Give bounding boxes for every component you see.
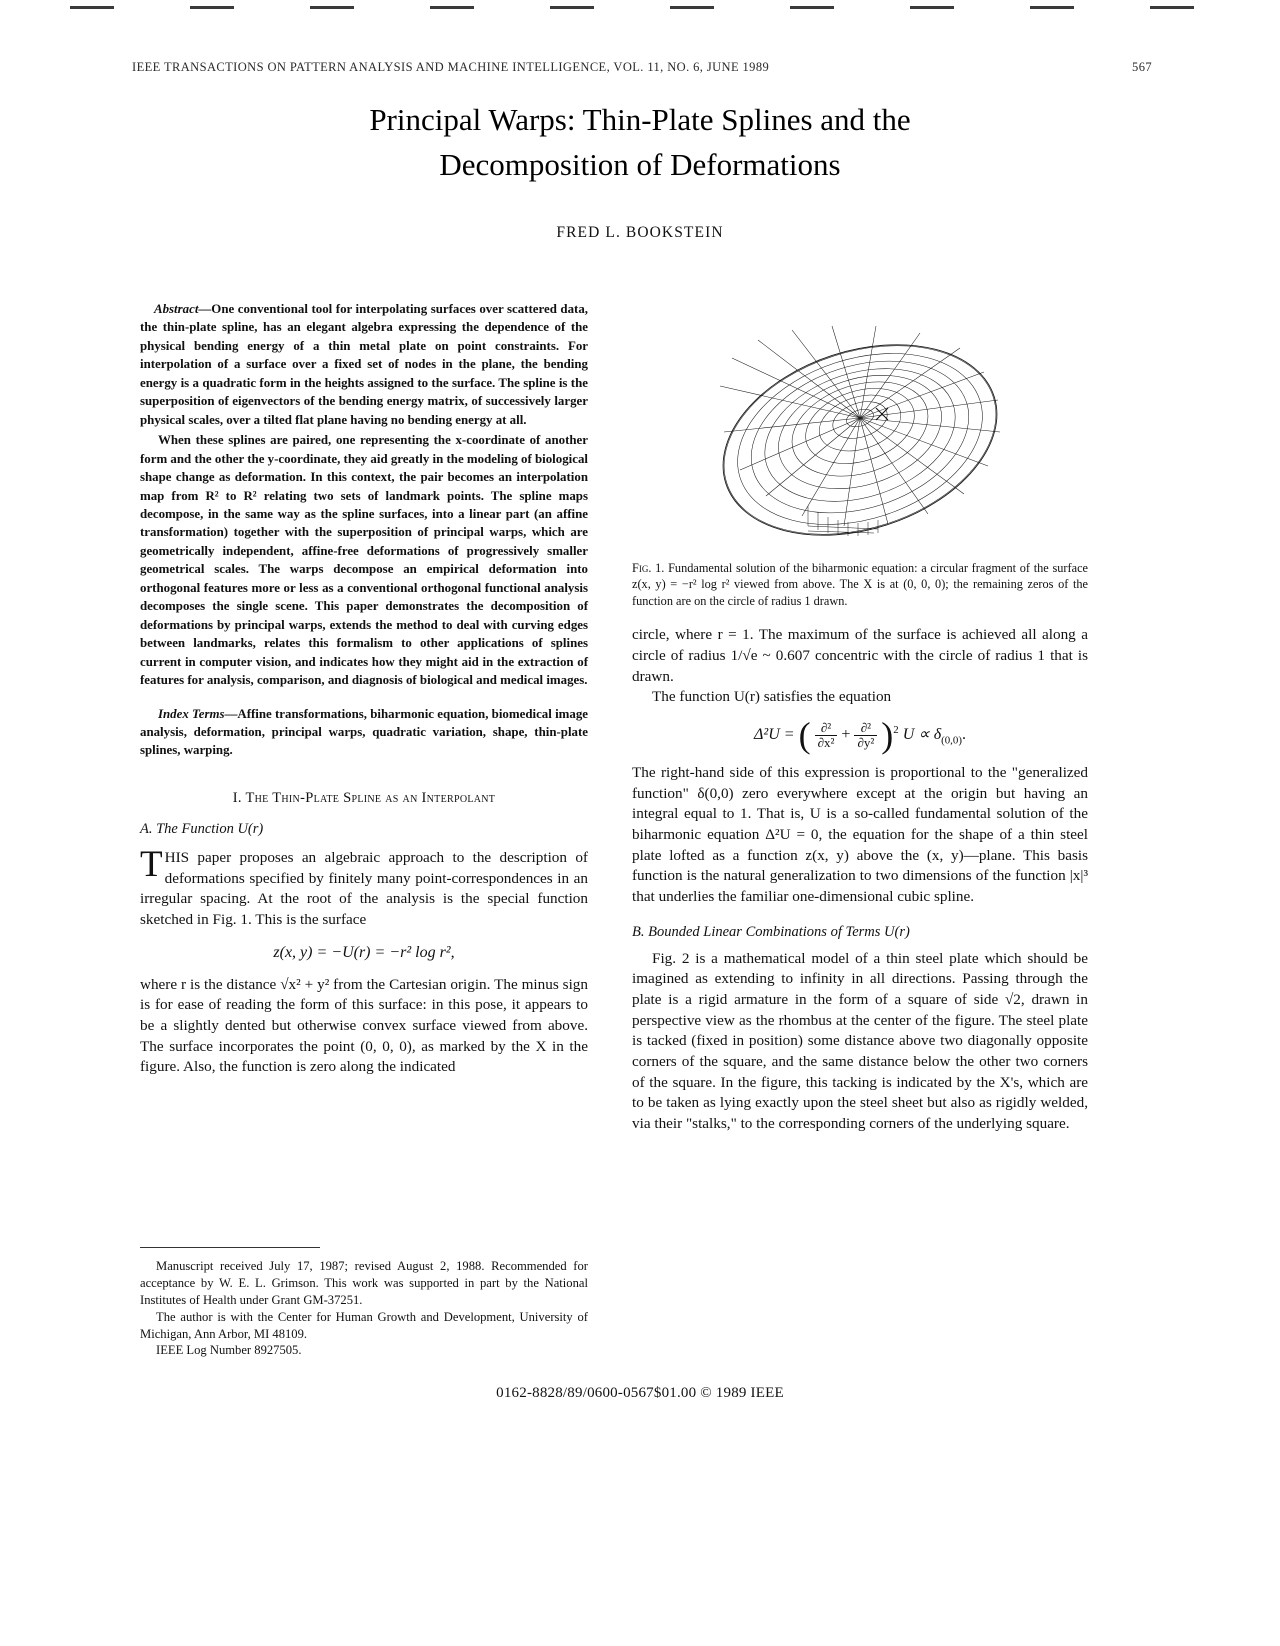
figure-1-caption [632,560,1088,609]
abstract-label: Abstract [154,302,199,316]
figure-1-image [632,300,1088,550]
equation-2-rhs: U ∝ δ [902,726,942,744]
equation-2-right-paren: ) [881,715,894,756]
figure-1-label: Fig. 1. [632,561,665,575]
footnote-3: IEEE Log Number 8927505. [156,1343,302,1358]
section1-paragraph-2: where r is the distance √x² + y² from the Cartesian origin. The minus sign is for ease of reading the form of this surface: in this pose, it appears to be a slightly dented but otherwise convex surface viewed from above. The surface incorporates the point (0, 0, 0), as marked by the X in the figure. Also, the function is zero along the indicated [140,975,588,1076]
right-paragraph-1: circle, where r = 1. The maximum of the surface is achieved all along a circle of radius 1/√e ~ 0.607 concentric with the circle of radius 1 that is drawn. [632,626,1088,685]
section1-paragraph-2-wrap [140,975,588,1078]
right-paragraph-2: The function U(r) satisfies the equation [652,688,892,706]
biharmonic-surface-plot [632,300,1088,550]
equation-2-plus: + [841,726,851,744]
footnotes-block [140,1258,588,1359]
right-paragraph-4: Fig. 2 is a mathematical model of a thin steel plate which should be imagined as extending to infinity in all directions. Passing through the plate is a rigid armature in the form of a square of side √2, drawn in perspective view as the rhombus at the center of the figure. The steel plate is tacked (fixed in position) some distance above two diagonally opposite corners of the square, and the same distance below the other two corners of the square. In the figure, this tacking is indicated by the X's, which are to be taken as lying exactly upon the steel sheet but also as rigidly welded, via their "stalks," to the corresponding corners of the underlying square. [632,949,1088,1132]
author-name: FRED L. BOOKSTEIN [556,224,724,241]
right-paragraph-3: The right-hand side of this expression is proportional to the "generalized function" δ(0,0) zero everywhere except at the origin but having an integral equal to 1. That is, U is a so-called fundamental solution of the biharmonic equation Δ²U = 0, the equation for the shape of a thin steel plate lofted as a function z(x, y) above the (x, y)—plane. This basis function is the natural generalization to two dimensions of the function |x|³ that underlies the familiar one-dimensional cubic spline. [632,763,1088,905]
footnote-2: The author is with the Center for Human Growth and Development, University of Michigan, Ann Arbor, MI 48109. [140,1309,588,1341]
equation-2-period: . [961,726,966,744]
equation-1 [140,944,588,962]
right-column [632,300,1088,1135]
footnote-1: Manuscript received July 17, 1987; revised August 2, 1988. Recommended for acceptance by W. E. L. Grimson. This work was supported in part by the National Institutes of Health under Grant GM-37251. [140,1259,588,1307]
equation-2-lhs: Δ²U = [754,726,795,744]
copyright-line: 0162-8828/89/0600-0567$01.00 © 1989 IEEE [496,1385,784,1401]
section1-paragraph-1 [140,843,588,931]
right-paragraph-3-wrap [632,763,1088,908]
section-heading-1: I. The Thin-Plate Spline as an Interpolant [232,789,496,806]
index-terms-block [140,705,588,760]
equation-2-num-1: ∂² [820,720,832,736]
abstract-paragraph-1 [140,300,588,429]
equation-2 [632,715,1088,756]
equation-2-den-2: ∂y² [854,735,877,750]
abstract-paragraph-2: When these splines are paired, one representing the x-coordinate of another form and the other the y-coordinate, they aid greatly in the modeling of biological shape change as deformation. In this context, the pair becomes an interpolation map from R² to R² relating two sets of landmark points. The spline maps decompose, in the same way as the spline surfaces, into a linear part (an affine transformation) together with the superposition of principal warps, which are geometrically independent, affine-free deformations of progressively smaller geometrical scales. The warps decompose an empirical deformation into orthogonal features more or less as a conventional orthogonal functional analysis decomposes the single scene. This paper demonstrates the decomposition of deformations by principal warps, extends the method to deal with curving edges between landmarks, relates this formalism to other applications of splines current in computer vision, and indicates how they might aid in the extraction of features for analysis, comparison, and diagnosis of biological and medical images. [140,433,588,688]
page-number: 567 [1132,60,1152,74]
equation-2-left-paren: ( [798,715,811,756]
equation-2-den-1: ∂x² [815,735,838,750]
title-line-1: Principal Warps: Thin-Plate Splines and the [369,102,911,137]
left-column [140,300,588,1078]
equation-2-exponent: 2 [893,723,899,736]
index-terms-label: Index Terms [158,706,225,721]
figure-1-caption-text: Fundamental solution of the biharmonic equation: a circular fragment of the surface z(x, y) = −r² log r² viewed from above. The X is at (0, 0, 0); the remaining zeros of the function are on the circle of radius 1 drawn. [632,561,1088,608]
right-paragraph-4-wrap [632,949,1088,1135]
right-paragraph-1-wrap [632,625,1088,708]
abstract-text-1: —One conventional tool for interpolating surfaces over scattered data, the thin-plate spline, has an elegant algebra expressing the dependence of the physical bending energy of a thin metal plate on point constraints. For interpolation of a surface over a fixed set of nodes in the plane, the bending energy is a quadratic form in the heights assigned to the surface. The spline is the superposition of eigenvectors of the bending energy matrix, of successively larger physical scales, over a tilted flat plane having no bending energy at all. [140,302,588,427]
index-terms-text: —Affine transformations, biharmonic equation, biomedical image analysis, deformation, principal warps, quadratic variation, shape, thin-plate splines, warping. [140,706,588,758]
section1-paragraph-1-text: HIS paper proposes an algebraic approach to the description of deformations specified by finitely many point-correspondences in an irregular spacing. At the root of the analysis is the special function sketched in Fig. 1. This is the surface [140,848,588,928]
equation-2-num-2: ∂² [860,720,872,736]
equation-2-frac-2 [854,721,877,749]
subsection-heading-a: A. The Function U(r) [140,820,264,837]
subsection-heading-b: B. Bounded Linear Combinations of Terms U(r) [632,923,910,940]
equation-2-frac-1 [815,721,838,749]
page-title [160,98,1120,188]
title-line-2: Decomposition of Deformations [439,146,841,182]
abstract-block [140,300,588,690]
equation-1-text: z(x, y) = −U(r) = −r² log r², [273,943,455,961]
equation-2-subscript: (0,0) [941,734,962,747]
footnote-divider [140,1247,320,1248]
scan-tick-marks [0,6,1280,16]
drop-cap: T [140,843,163,885]
journal-running-head: IEEE TRANSACTIONS ON PATTERN ANALYSIS AND MACHINE INTELLIGENCE, VOL. 11, NO. 6, JUNE 1989 [132,60,770,74]
